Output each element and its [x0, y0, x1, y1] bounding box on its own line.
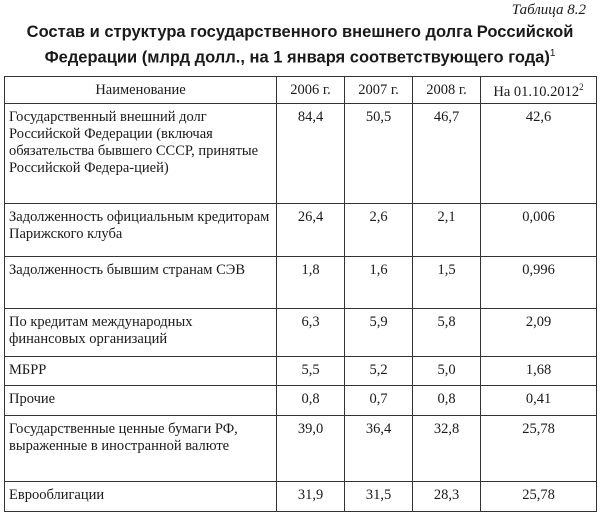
cell-2006: 6,3 — [277, 309, 345, 357]
header-name: Наименование — [5, 77, 277, 104]
table-row — [5, 386, 597, 416]
cell-2008: 0,8 — [413, 386, 481, 416]
cell-2007: 50,5 — [345, 104, 413, 204]
cell-2012: 25,78 — [481, 416, 597, 482]
cell-2006: 31,9 — [277, 482, 345, 512]
cell-2008: 46,7 — [413, 104, 481, 204]
header-2006: 2006 г. — [277, 77, 345, 104]
header-2007: 2007 г. — [345, 77, 413, 104]
cell-2007: 31,5 — [345, 482, 413, 512]
title-line-2-text: Федерации (млрд долл., на 1 января соответствующего года) — [44, 48, 550, 67]
cell-2008: 28,3 — [413, 482, 481, 512]
cell-2006: 0,8 — [277, 386, 345, 416]
header-row — [5, 77, 597, 104]
table-row — [5, 416, 597, 482]
cell-2012: 0,996 — [481, 257, 597, 309]
table-row — [5, 309, 597, 357]
cell-2006: 26,4 — [277, 204, 345, 257]
cell-2007: 1,6 — [345, 257, 413, 309]
cell-2006: 5,5 — [277, 357, 345, 386]
cell-2012: 25,78 — [481, 482, 597, 512]
table-row — [5, 357, 597, 386]
title-line-2 — [0, 43, 600, 69]
table-row — [5, 257, 597, 309]
table-number-label: Таблица 8.2 — [511, 2, 586, 18]
row-name: Еврооблигации — [5, 482, 277, 512]
row-name: Прочие — [5, 386, 277, 416]
row-name: МБРР — [5, 357, 277, 386]
cell-2008: 5,8 — [413, 309, 481, 357]
cell-2008: 2,1 — [413, 204, 481, 257]
header-2008: 2008 г. — [413, 77, 481, 104]
table-row — [5, 104, 597, 204]
header-2012-footnote-mark: 2 — [579, 82, 584, 93]
cell-2007: 5,9 — [345, 309, 413, 357]
table-row — [5, 204, 597, 257]
cell-2012: 1,68 — [481, 357, 597, 386]
row-name: Государственные ценные бумаги РФ, выраженные в иностранной валюте — [5, 416, 277, 482]
table-row — [5, 482, 597, 512]
cell-2006: 84,4 — [277, 104, 345, 204]
cell-2012: 0,006 — [481, 204, 597, 257]
cell-2012: 0,41 — [481, 386, 597, 416]
cell-2006: 1,8 — [277, 257, 345, 309]
table-title — [0, 22, 600, 69]
cell-2007: 0,7 — [345, 386, 413, 416]
debt-structure-table — [4, 76, 597, 512]
row-name: Государственный внешний долг Российской Федерации (включая обязательства бывшего СССР, принятые Российской Федера-цией) — [5, 104, 277, 204]
cell-2008: 1,5 — [413, 257, 481, 309]
title-footnote-mark: 1 — [549, 48, 556, 59]
row-name: Задолженность бывшим странам СЭВ — [5, 257, 277, 309]
row-name: По кредитам международных финансовых организаций — [5, 309, 277, 357]
cell-2008: 32,8 — [413, 416, 481, 482]
header-2012 — [481, 77, 597, 104]
cell-2012: 2,09 — [481, 309, 597, 357]
cell-2012: 42,6 — [481, 104, 597, 204]
cell-2008: 5,0 — [413, 357, 481, 386]
cell-2007: 2,6 — [345, 204, 413, 257]
row-name: Задолженность официальным кредиторам Парижского клуба — [5, 204, 277, 257]
cell-2007: 5,2 — [345, 357, 413, 386]
title-line-1: Состав и структура государственного внешнего долга Российской — [26, 23, 574, 41]
header-2012-text: На 01.10.2012 — [493, 83, 580, 100]
cell-2007: 36,4 — [345, 416, 413, 482]
cell-2006: 39,0 — [277, 416, 345, 482]
